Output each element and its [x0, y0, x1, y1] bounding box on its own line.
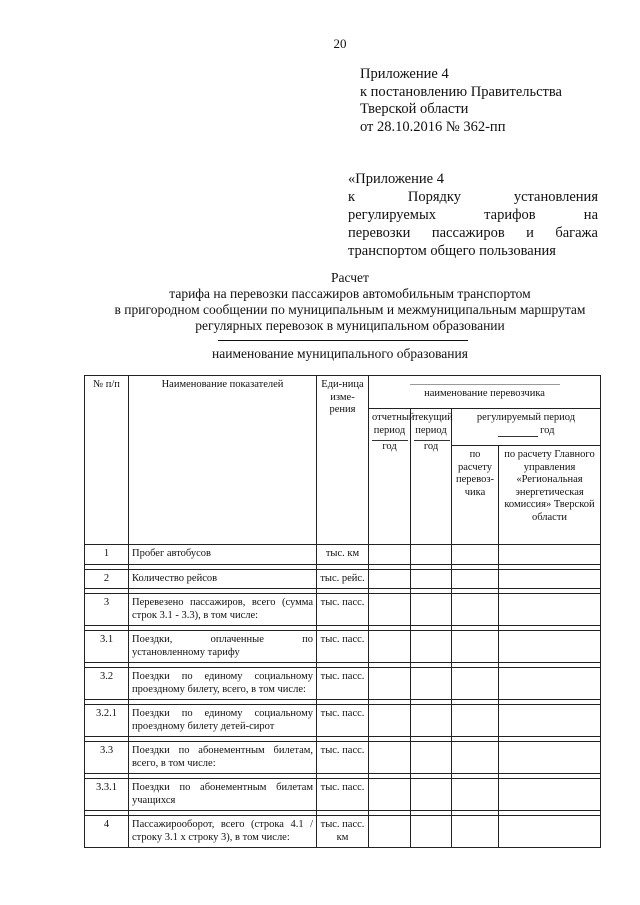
row-number: 3.3.1 — [85, 779, 129, 811]
header-regulated-label: регулируемый период — [476, 412, 576, 423]
row-indicator-name: Поездки по единому социальному проездному билету, всего, в том числе: — [129, 668, 317, 700]
row-current-value — [411, 594, 452, 626]
row-commission-value — [499, 631, 601, 663]
row-indicator-name: Поездки, оплаченные по установленному тарифу — [129, 631, 317, 663]
document-title — [0, 270, 640, 334]
table-row — [85, 545, 601, 565]
table-row — [85, 631, 601, 663]
header-num: № п/п — [85, 376, 129, 545]
row-indicator-name: Поездки по абонементным билетам учащихся — [129, 779, 317, 811]
row-number: 1 — [85, 545, 129, 565]
title-line: тарифа на перевозки пассажиров автомобильным транспортом — [169, 286, 531, 301]
table-row — [85, 668, 601, 700]
row-number: 4 — [85, 816, 129, 848]
row-commission-value — [499, 545, 601, 565]
municipality-caption: наименование муниципального образования — [212, 346, 468, 361]
header-supplier-label: наименование перевозчика — [424, 388, 545, 399]
row-commission-value — [499, 742, 601, 774]
header-reporting-period — [369, 409, 415, 545]
header-regulated-year-line — [455, 425, 597, 438]
row-carrier-value — [452, 569, 499, 589]
row-unit: тыс. пасс. — [317, 631, 369, 663]
header-by-carrier: по расчету перевоз-чика — [452, 446, 499, 545]
appendix-header-line: от 28.10.2016 № 362-пп — [360, 118, 506, 135]
row-carrier-value — [452, 816, 499, 848]
row-reporting-value — [369, 779, 411, 811]
page-number: 20 — [333, 36, 347, 51]
appendix-header-line: Тверской области — [360, 101, 469, 117]
row-commission-value — [499, 816, 601, 848]
header-regulated-year: год — [540, 424, 555, 436]
row-reporting-value — [369, 569, 411, 589]
row-commission-value — [499, 594, 601, 626]
row-indicator-name: Поездки по абонементным билетам, всего, в том числе: — [129, 742, 317, 774]
row-indicator-name: Пробег автобусов — [129, 545, 317, 565]
appendix-quote-line: «Приложение 4 — [348, 171, 444, 187]
row-commission-value — [499, 668, 601, 700]
row-carrier-value — [452, 668, 499, 700]
row-indicator-name: Пассажирооборот, всего (строка 4.1 / строку 3.1 х строку 3), в том числе: — [129, 816, 317, 848]
row-carrier-value — [452, 545, 499, 565]
table-row — [85, 594, 601, 626]
row-reporting-value — [369, 742, 411, 774]
row-number: 3.2 — [85, 668, 129, 700]
row-reporting-value — [369, 545, 411, 565]
supplier-blank-line — [410, 384, 560, 385]
municipality-blank-line — [218, 340, 468, 341]
title-line: регулярных перевозок в муниципальном образовании — [195, 318, 505, 333]
table-row — [85, 742, 601, 774]
table-row — [85, 705, 601, 737]
appendix-header-line: Приложение 4 — [360, 66, 449, 82]
row-current-value — [411, 545, 452, 565]
row-unit: тыс. рейс. — [317, 569, 369, 589]
row-current-value — [411, 569, 452, 589]
header-by-commission: по расчету Главного управления «Региональная энергетическая комиссия» Тверской области — [499, 446, 601, 545]
table-row — [85, 569, 601, 589]
row-number: 3.1 — [85, 631, 129, 663]
row-carrier-value — [452, 742, 499, 774]
header-reporting-year: год — [382, 441, 397, 452]
row-unit: тыс. пасс. — [317, 668, 369, 700]
row-current-value — [411, 631, 452, 663]
row-current-value — [411, 742, 452, 774]
row-reporting-value — [369, 705, 411, 737]
row-commission-value — [499, 569, 601, 589]
row-number: 3 — [85, 594, 129, 626]
header-regulated-period — [452, 409, 601, 446]
appendix-quote-line: к Порядку установления — [348, 189, 598, 205]
row-carrier-value — [452, 594, 499, 626]
table-row — [85, 779, 601, 811]
row-commission-value — [499, 779, 601, 811]
header-current-year: год — [423, 441, 439, 452]
row-number: 3.2.1 — [85, 705, 129, 737]
header-name: Наименование показателей — [129, 376, 317, 545]
appendix-header-line: к постановлению Правительства — [360, 83, 562, 100]
table-row — [85, 816, 601, 848]
row-carrier-value — [452, 779, 499, 811]
row-current-value — [411, 668, 452, 700]
header-current-period — [411, 409, 452, 545]
header-current-label: текущий период — [414, 412, 453, 436]
header-supplier — [369, 376, 601, 409]
header-reporting-label: отчетный период — [372, 412, 415, 436]
title-line: в пригородном сообщении по муниципальным и межмуниципальным маршрутам — [114, 302, 586, 317]
appendix-quote-line: перевозки пассажиров и багажа — [348, 225, 598, 241]
row-reporting-value — [369, 594, 411, 626]
row-unit: тыс. пасс. — [317, 705, 369, 737]
row-reporting-value — [369, 816, 411, 848]
row-commission-value — [499, 705, 601, 737]
row-carrier-value — [452, 705, 499, 737]
row-indicator-name: Поездки по единому социальному проездному билету детей-сирот — [129, 705, 317, 737]
row-reporting-value — [369, 631, 411, 663]
row-reporting-value — [369, 668, 411, 700]
appendix-header — [360, 66, 562, 136]
row-current-value — [411, 779, 452, 811]
row-unit: тыс. пасс. — [317, 779, 369, 811]
row-number: 2 — [85, 569, 129, 589]
row-unit: тыс. пасс. — [317, 742, 369, 774]
tariff-table — [84, 375, 601, 848]
row-current-value — [411, 705, 452, 737]
row-unit: тыс. пасс. км — [317, 816, 369, 848]
header-unit: Еди-ница изме-рения — [317, 376, 369, 545]
title-line: Расчет — [331, 270, 369, 285]
row-indicator-name: Перевезено пассажиров, всего (сумма строк 3.1 - 3.3), в том числе: — [129, 594, 317, 626]
appendix-quote-line: транспортом общего пользования — [348, 243, 556, 259]
appendix-quote — [348, 170, 598, 260]
row-indicator-name: Количество рейсов — [129, 569, 317, 589]
row-number: 3.3 — [85, 742, 129, 774]
row-carrier-value — [452, 631, 499, 663]
appendix-quote-line: регулируемых тарифов на — [348, 207, 598, 223]
row-current-value — [411, 816, 452, 848]
row-unit: тыс. пасс. — [317, 594, 369, 626]
row-unit: тыс. км — [317, 545, 369, 565]
